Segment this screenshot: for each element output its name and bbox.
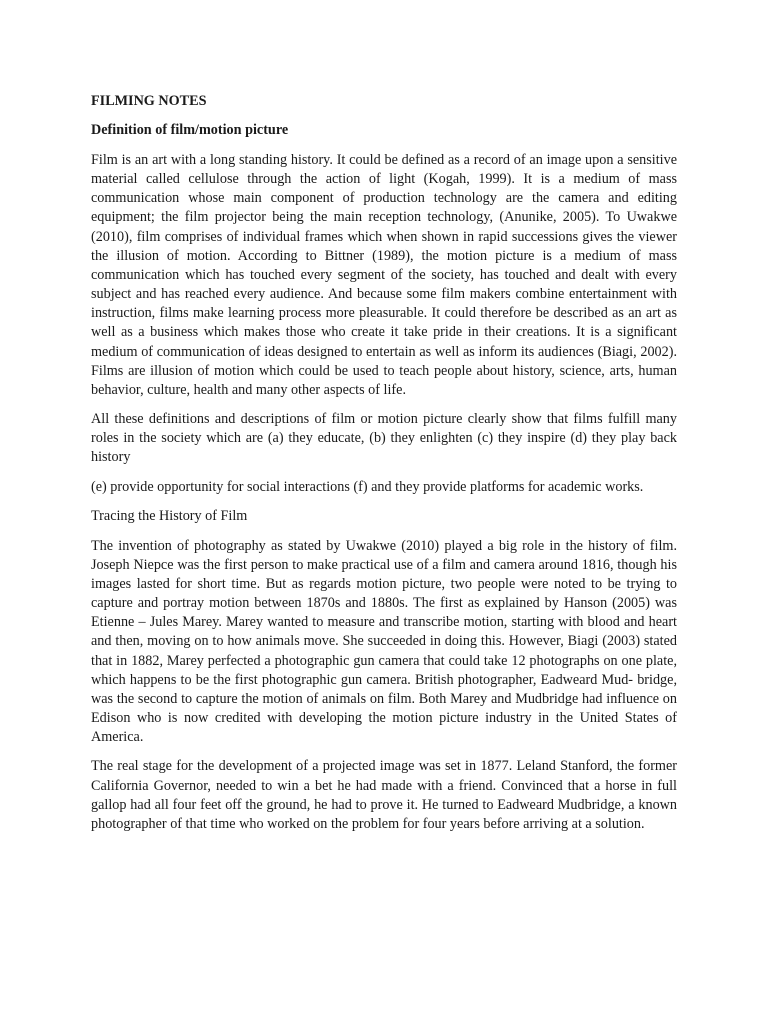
paragraph-film-roles: All these definitions and descriptions of film or motion picture clearly show that films fulfill many roles in the society which are (a) they educate, (b) they enlighten (c) they inspire (d) they play back history [91,411,677,466]
section-heading-definition: Definition of film/motion picture [91,122,289,138]
document-page [91,92,677,844]
paragraph-film-roles-continued: (e) provide opportunity for social interactions (f) and they provide platforms for academic works. [91,478,644,495]
paragraph-photography-history: The invention of photography as stated by Uwakwe (2010) played a big role in the history of film. Joseph Niepce was the first person to make practical use of a film and camera around 1816, though his images lasted for short time. But as regards motion picture, two people were noted to be trying to capture and portray motion between 1870s and 1880s. The first as explained by Hanson (2005) was Etienne – Jules Marey. Marey wanted to measure and transcribe motion, starting with blood and heart and then, moving on to how animals move. She succeeded in doing this. However, Biagi (2003) stated that in 1882, Marey perfected a photographic gun camera that could take 12 photographs on one plate, which happens to be the first photographic gun camera. British photographer, Eadweard Mud- bridge, was the second to capture the motion of animals on film. Both Marey and Mudbridge had influence on Edison who is now credited with developing the motion picture industry in the United States of America. [91,537,677,746]
paragraph-projected-image: The real stage for the development of a projected image was set in 1877. Leland Stanford, the former California Governor, needed to win a bet he had made with a friend. Convinced that a horse in full gallop had all four feet off the ground, he had to prove it. He turned to Eadweard Mudbridge, a known photographer of that time who worked on the problem for four years before arriving at a solution. [91,758,677,832]
paragraph-film-definition: Film is an art with a long standing history. It could be defined as a record of an image upon a sensitive material called cellulose through the action of light (Kogah, 1999). It is a medium of mass communication whose main component of production technology are the camera and editing equipment; the film projector being the main reception technology, (Anunike, 2005). To Uwakwe (2010), film comprises of individual frames which when shown in rapid successions gives the viewer the illusion of motion. According to Bittner (1989), the motion picture is a medium of mass communication which has touched every segment of the society, has touched and dealt with every subject and has reached every audience. And because some film makers combine entertainment with instruction, films make learning process more pleasurable. It could therefore be described as an art as well as a business which makes those who create it take pride in their creations. It is a significant medium of communication of ideas designed to entertain as well as inform its audiences (Biagi, 2002). Films are illusion of motion which could be used to teach people about history, science, arts, human behavior, culture, health and many other aspects of life. [91,152,677,398]
document-title: FILMING NOTES [91,93,207,109]
section-heading-history: Tracing the History of Film [91,507,248,524]
